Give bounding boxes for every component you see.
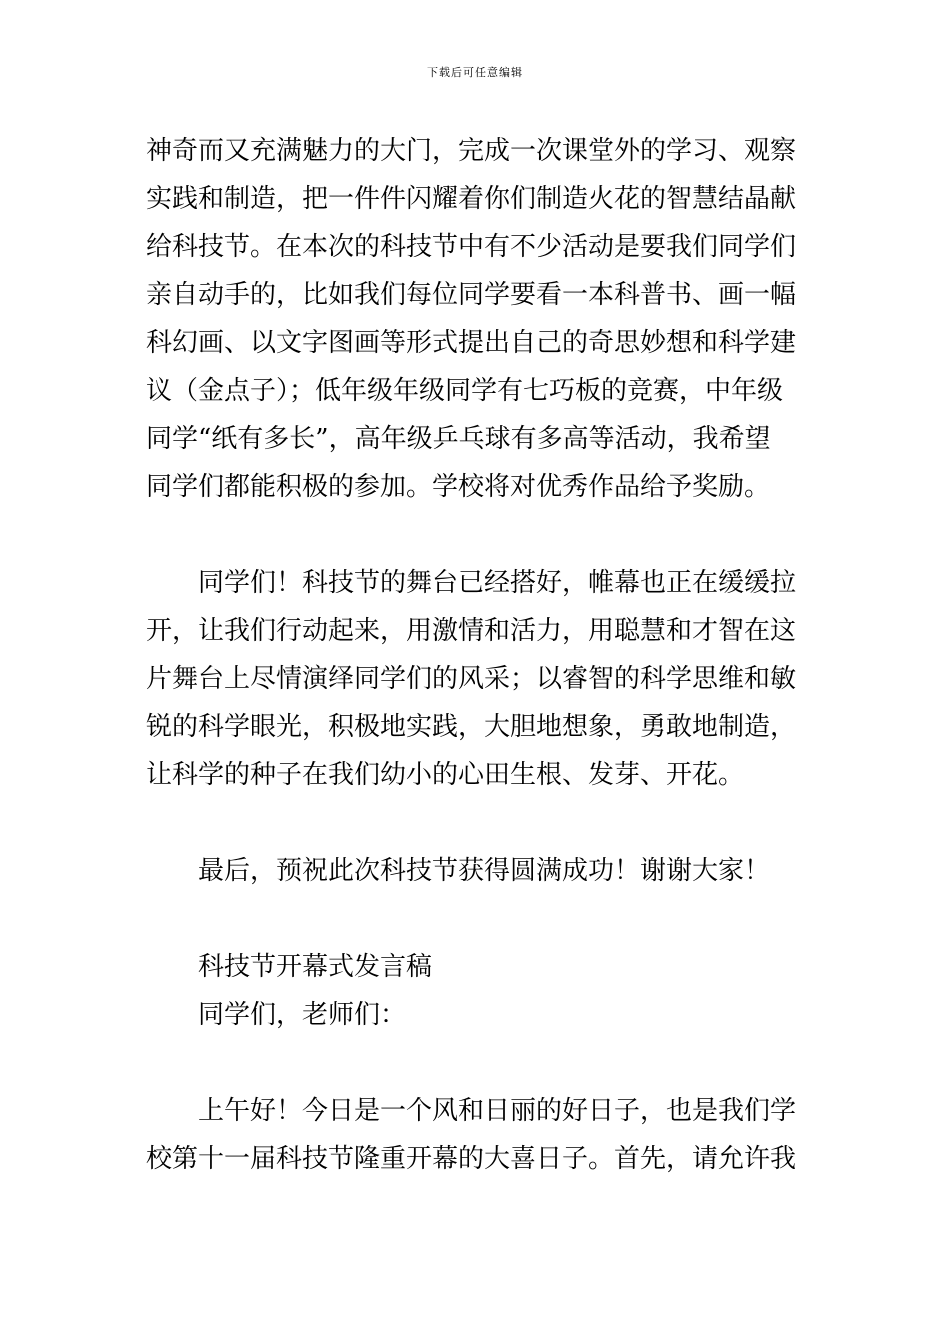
paragraph-spacer <box>146 511 816 559</box>
text-line: 实践和制造，把一件件闪耀着你们制造火花的智慧结晶献 <box>146 184 797 214</box>
paragraph-4 <box>146 1087 816 1183</box>
document-body <box>146 127 816 1183</box>
text-line: 科幻画、以文字图画等形式提出自己的奇思妙想和科学建 <box>146 328 797 358</box>
text-line: 给科技节。在本次的科技节中有不少活动是要我们同学们 <box>146 232 797 262</box>
paragraph-spacer <box>146 799 816 847</box>
paragraph-2 <box>146 559 816 799</box>
text-line: 同学“纸有多长”，高年级乒乓球有多高等活动，我希望 <box>146 424 771 454</box>
salutation: 同学们，老师们： <box>198 1000 407 1030</box>
paragraph-spacer <box>146 895 816 943</box>
text-line: 上午好！今日是一个风和日丽的好日子，也是我们学 <box>198 1096 797 1126</box>
text-line: 神奇而又充满魅力的大门，完成一次课堂外的学习、观察 <box>146 136 797 166</box>
text-line: 同学们都能积极的参加。学校将对优秀作品给予奖励。 <box>146 472 771 502</box>
paragraph-1 <box>146 127 816 511</box>
text-line: 片舞台上尽情演绎同学们的风采；以睿智的科学思维和敏 <box>146 664 797 694</box>
text-line: 开，让我们行动起来，用激情和活力，用聪慧和才智在这 <box>146 616 797 646</box>
text-line: 亲自动手的，比如我们每位同学要看一本科普书、画一幅 <box>146 280 797 310</box>
text-line: 锐的科学眼光，积极地实践，大胆地想象，勇敢地制造， <box>146 712 797 742</box>
text-line: 最后，预祝此次科技节获得圆满成功！谢谢大家！ <box>198 856 771 886</box>
paragraph-3 <box>146 847 816 895</box>
page-header: 下载后可任意编辑 <box>427 66 523 79</box>
text-line: 校第十一届科技节隆重开幕的大喜日子。首先，请允许我 <box>146 1144 797 1174</box>
paragraph-spacer <box>146 1039 816 1087</box>
speech-title: 科技节开幕式发言稿 <box>198 952 433 982</box>
text-line: 让科学的种子在我们幼小的心田生根、发芽、开花。 <box>146 760 745 790</box>
text-line: 议（金点子）；低年级年级同学有七巧板的竞赛，中年级 <box>146 376 784 406</box>
text-line: 同学们！科技节的舞台已经搭好，帷幕也正在缓缓拉 <box>198 568 797 598</box>
